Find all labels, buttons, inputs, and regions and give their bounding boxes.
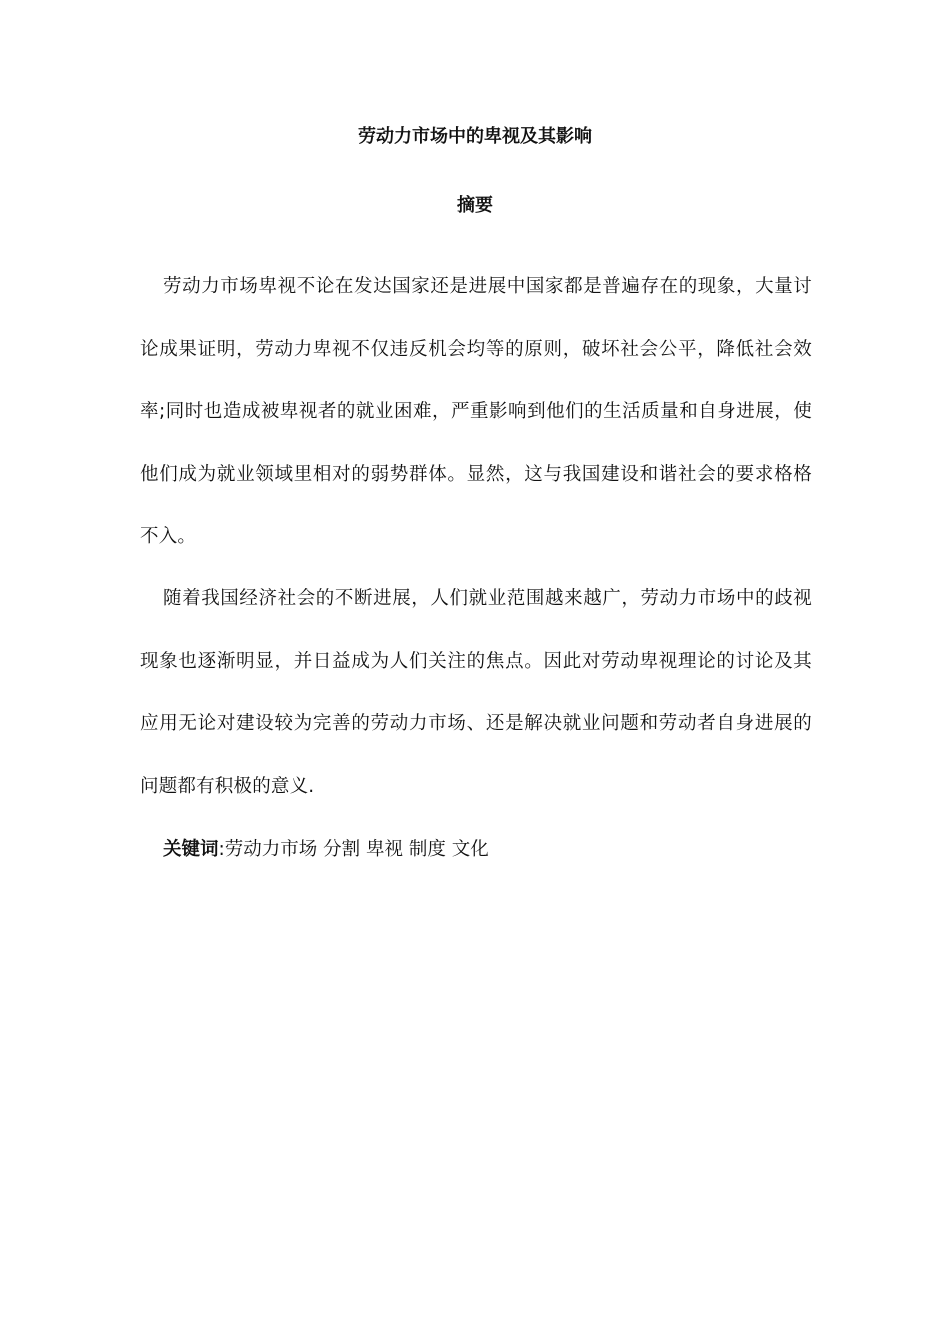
- keywords-separator: :: [218, 839, 225, 860]
- abstract-heading: 摘要: [457, 195, 493, 216]
- keywords-line: [163, 834, 489, 866]
- abstract-paragraph-2: 随着我国经济社会的不断进展，人们就业范围越来越广，劳动力市场中的歧视现象也逐渐明显，并日益成为人们关注的焦点。因此对劳动卑视理论的讨论及其应用无论对建设较为完善的劳动力市场、还是解决就业问题和劳动者自身进展的问题都有积极的意义.: [140, 588, 812, 797]
- abstract-paragraph-1: 劳动力市场卑视不论在发达国家还是进展中国家都是普遍存在的现象，大量讨论成果证明，劳动力卑视不仅违反机会均等的原则，破坏社会公平，降低社会效率;同时也造成被卑视者的就业困难，严重影响到他们的生活质量和自身进展，使他们成为就业领域里相对的弱势群体。显然，这与我国建设和谐社会的要求格格不入。: [140, 276, 812, 547]
- keywords-text: 劳动力市场 分割 卑视 制度 文化: [224, 839, 489, 860]
- document-title: 劳动力市场中的卑视及其影响: [358, 126, 592, 147]
- keywords-label: 关键词: [163, 839, 219, 860]
